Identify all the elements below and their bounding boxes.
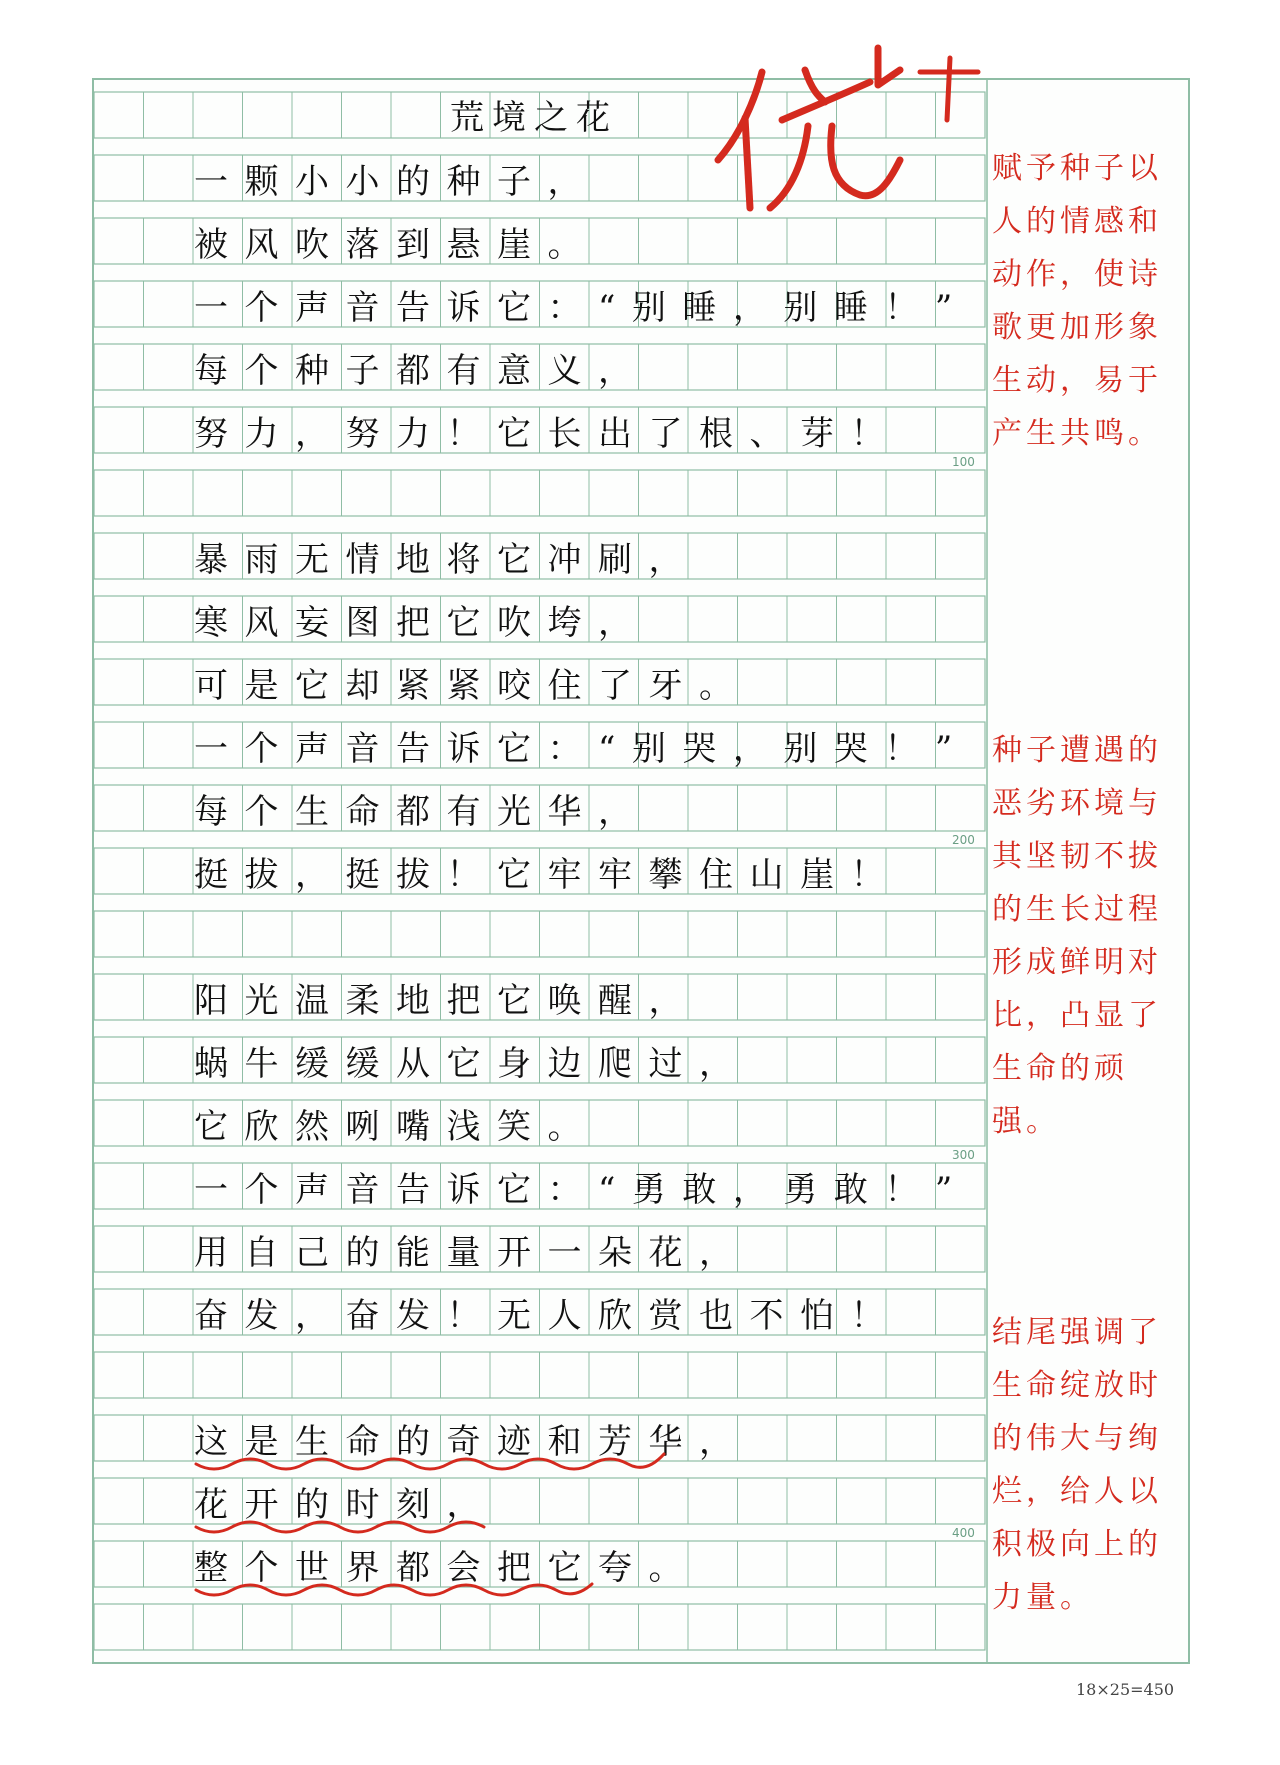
teacher-comment: 种子遭遇的恶劣环境与其坚韧不拔的生长过程形成鲜明对比，凸显了生命的顽强。 (992, 733, 1162, 1139)
essay-line: 整个世界都会把它夸。 (194, 1548, 699, 1588)
essay-line: 每个生命都有光华， (194, 792, 649, 832)
count-mark-400: 400 (952, 1526, 975, 1540)
essay-line: 被风吹落到悬崖。 (194, 225, 598, 265)
essay-line: 每个种子都有意义， (194, 351, 649, 391)
count-mark-100: 100 (952, 455, 975, 469)
essay-line: 努力，努力！它长出了根、芽！ (194, 414, 901, 454)
essay-line: 奋发，奋发！无人欣赏也不怕！ (194, 1296, 901, 1336)
essay-line: 用自己的能量开一朵花， (194, 1233, 750, 1273)
essay-line: 一个声音告诉它：“别哭，别哭！” (194, 729, 969, 769)
paper-spec: 18×25=450 (1076, 1680, 1175, 1699)
essay-line: 暴雨无情地将它冲刷， (194, 540, 699, 580)
essay-line: 一个声音告诉它：“别睡，别睡！” (194, 288, 969, 328)
essay-line: 一颗小小的种子， (194, 162, 598, 202)
count-mark-300: 300 (952, 1148, 975, 1162)
teacher-comment: 结尾强调了生命绽放时的伟大与绚烂，给人以积极向上的力量。 (992, 1315, 1162, 1615)
essay-line: 可是它却紧紧咬住了牙。 (194, 666, 750, 706)
essay-line: 花开的时刻， (194, 1485, 497, 1525)
count-mark-200: 200 (952, 833, 975, 847)
essay-line: 这是生命的奇迹和芳华， (194, 1422, 750, 1462)
underline-line-20 (196, 1454, 664, 1469)
essay-line: 挺拔，挺拔！它牢牢攀住山崖！ (194, 855, 901, 895)
essay-line: 它欣然咧嘴浅笑。 (194, 1107, 598, 1147)
underline-line-22 (196, 1584, 592, 1595)
teacher-comment: 赋予种子以人的情感和动作，使诗歌更加形象生动，易于产生共鸣。 (992, 151, 1162, 451)
essay-line: 阳光温柔地把它唤醒， (194, 981, 699, 1021)
underline-line-21 (196, 1522, 484, 1532)
essay-line: 蜗牛缓缓从它身边爬过， (194, 1044, 750, 1084)
essay-title: 荒境之花 (450, 98, 618, 138)
essay-line: 寒风妄图把它吹垮， (194, 603, 649, 643)
essay-line: 一个声音告诉它：“勇敢，勇敢！” (194, 1170, 969, 1210)
